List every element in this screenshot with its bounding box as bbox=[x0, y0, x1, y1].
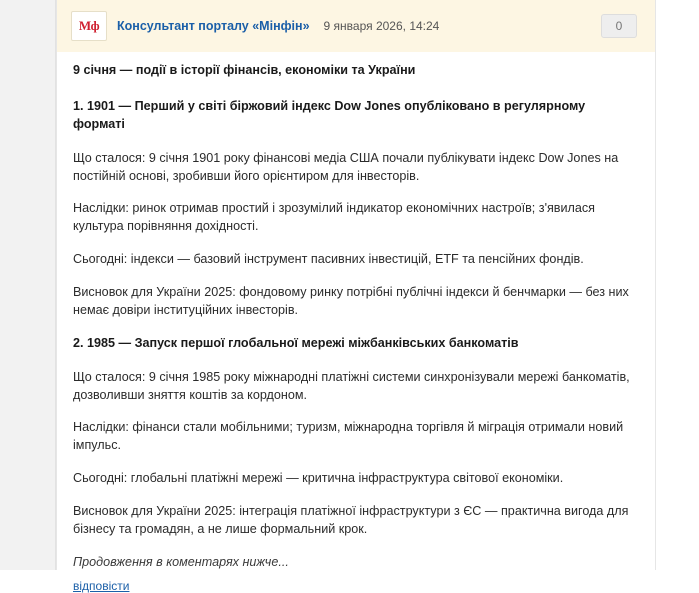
post-paragraph: Наслідки: ринок отримав простий і зрозумілий індикатор економічних настроїв; з'явилася культура порівняння дохідності. bbox=[73, 201, 596, 234]
post-paragraph: Що сталося: 9 січня 1901 року фінансові медіа США почали публікувати індекс Dow Jones на постійній основі, зробивши його орієнтиром для інвесторів. bbox=[73, 150, 619, 183]
post-author-link[interactable]: Консультант порталу «Мінфін» bbox=[117, 19, 310, 33]
post-paragraph: Висновок для України 2025: фондовому ринку потрібні публічні індекси й бенчмарки — без них немає довіри інституційних інвесторів. bbox=[73, 285, 629, 317]
post-column bbox=[56, 0, 699, 593]
post-paragraph: Продовження в коментарях нижче... bbox=[73, 554, 289, 569]
post-paragraph: 9 січня — події в історії фінансів, економіки та України bbox=[73, 63, 416, 77]
minfin-logo-icon bbox=[71, 11, 107, 41]
post-paragraph: Що сталося: 9 січня 1985 року міжнародні платіжні системи синхронізували мережі банкоматів, дозволивши зняття коштів за кордоном. bbox=[73, 369, 630, 402]
left-gutter bbox=[0, 0, 56, 570]
post-body bbox=[57, 52, 655, 572]
post-rating[interactable]: 0 bbox=[601, 14, 637, 38]
post-paragraph: 1. 1901 — Перший у світі біржовий індекс Dow Jones опубліковано в регулярному форматі bbox=[73, 98, 586, 131]
post-header bbox=[57, 0, 655, 52]
avatar-text: Мф bbox=[78, 18, 100, 33]
post-paragraph: 2. 1985 — Запуск першої глобальної мережі міжбанківських банкоматів bbox=[73, 335, 519, 350]
post-paragraph: Сьогодні: індекси — базовий інструмент пасивних інвестицій, ETF та пенсійних фондів. bbox=[73, 252, 584, 267]
reply-link[interactable]: відповісти bbox=[73, 578, 130, 593]
post-paragraph: Наслідки: фінанси стали мобільними; туризм, міжнародна торгівля й міграція отримали новий імпульс. bbox=[73, 420, 624, 453]
post-paragraph: Сьогодні: глобальні платіжні мережі — критична інфраструктура світової економіки. bbox=[73, 471, 564, 486]
forum-post bbox=[56, 0, 656, 593]
post-paragraph: Висновок для України 2025: інтеграція платіжної інфраструктури з ЄС — практична вигода для бізнесу та громадян, а не лише формальний крок. bbox=[73, 504, 629, 536]
post-date: 9 января 2026, 14:24 bbox=[323, 19, 440, 33]
